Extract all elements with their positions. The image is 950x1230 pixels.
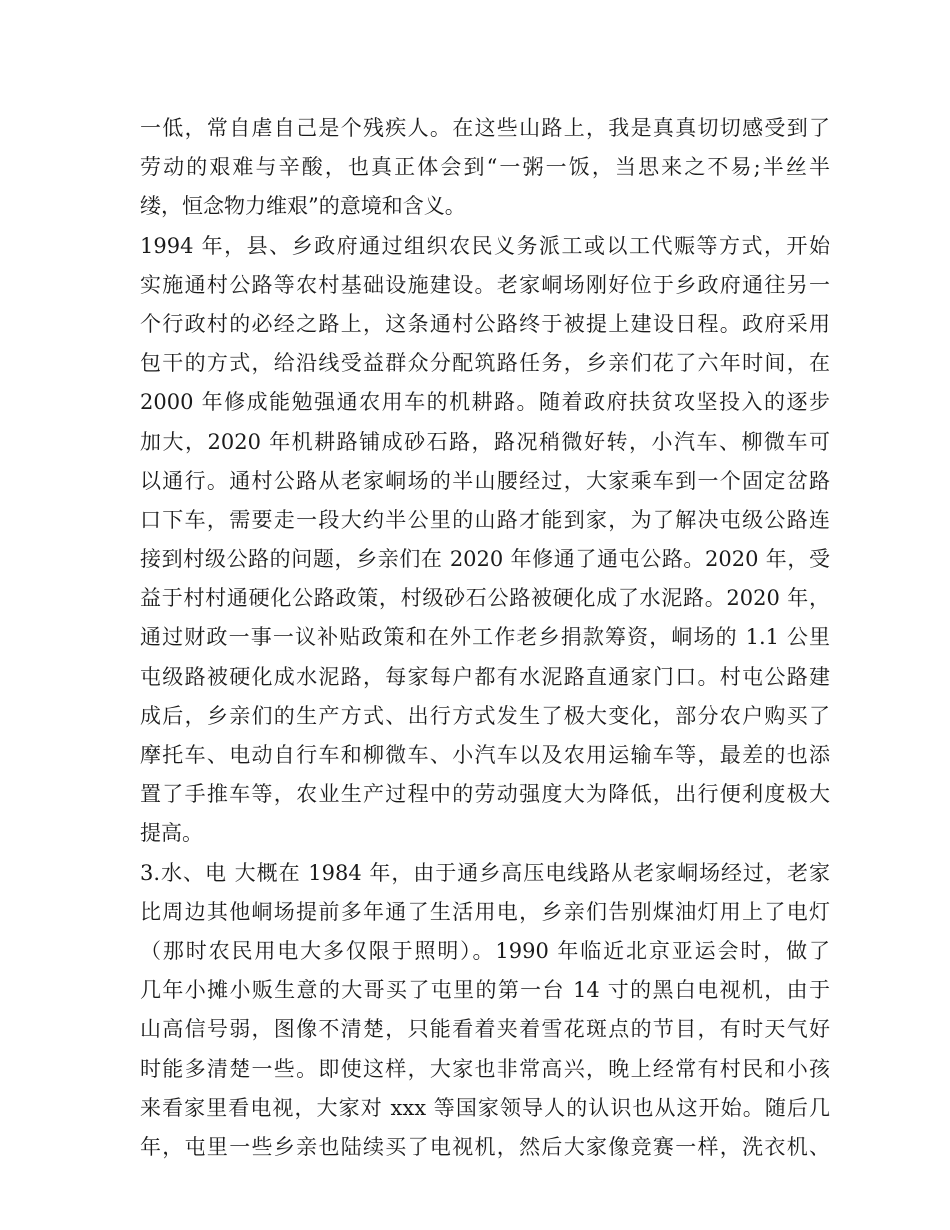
text-line: 益于村村通硬化公路政策，村级砂石公路被硬化成了水泥路。2020 年， xyxy=(140,586,830,611)
text-line: 比周边其他峒场提前多年通了生活用电，乡亲们告别煤油灯用上了电灯 xyxy=(140,899,830,924)
text-line: 实施通村公路等农村基础设施建设。老家峒场刚好位于乡政府通往另一 xyxy=(140,272,830,297)
text-line: 摩托车、电动自行车和柳微车、小汽车以及农用运输车等，最差的也添 xyxy=(140,743,830,767)
text-line: 屯级路被硬化成水泥路，每家每户都有水泥路直通家门口。村屯公路建 xyxy=(140,664,830,689)
text-line: 几年小摊小贩生意的大哥买了屯里的第一台 14 寸的黑白电视机，由于 xyxy=(140,978,830,1003)
text-line: 包干的方式，给沿线受益群众分配筑路任务，乡亲们花了六年时间，在 xyxy=(140,351,830,376)
text-line: 年，屯里一些乡亲也陆续买了电视机，然后大家像竞赛一样，洗衣机、 xyxy=(140,1134,830,1159)
text-line: 个行政村的必经之路上，这条通村公路终于被提上建设日程。政府采用 xyxy=(140,311,830,336)
text-line: 成后，乡亲们的生产方式、出行方式发生了极大变化，部分农户购买了 xyxy=(140,703,830,728)
text-line: 劳动的艰难与辛酸，也真正体会到“一粥一饭，当思来之不易;半丝半 xyxy=(140,155,830,180)
text-line: 时能多清楚一些。即使这样，大家也非常高兴，晚上经常有村民和小孩 xyxy=(140,1056,830,1081)
text-line: 1994 年，县、乡政府通过组织农民义务派工或以工代赈等方式，开始 xyxy=(140,233,830,258)
text-line: 接到村级公路的问题，乡亲们在 2020 年修通了通屯公路。2020 年，受 xyxy=(140,547,830,572)
text-line: 山高信号弱，图像不清楚，只能看着夹着雪花斑点的节目，有时天气好 xyxy=(140,1017,830,1042)
text-line: （那时农民用电大多仅限于照明）。1990 年临近北京亚运会时，做了 xyxy=(140,938,830,963)
body-text xyxy=(140,109,830,1167)
text-line: 3.水、电 大概在 1984 年，由于通乡高压电线路从老家峒场经过，老家 xyxy=(140,860,830,885)
text-line: 以通行。通村公路从老家峒场的半山腰经过，大家乘车到一个固定岔路 xyxy=(140,468,830,493)
text-line: 来看家里看电视，大家对 xxx 等国家领导人的认识也从这开始。随后几 xyxy=(140,1095,830,1120)
text-line: 通过财政一事一议补贴政策和在外工作老乡捐款筹资，峒场的 1.1 公里 xyxy=(140,625,830,650)
text-line: 加大，2020 年机耕路铺成砂石路，路况稍微好转，小汽车、柳微车可 xyxy=(140,429,830,454)
text-line: 缕，恒念物力维艰”的意境和含义。 xyxy=(140,194,466,219)
text-line: 2000 年修成能勉强通农用车的机耕路。随着政府扶贫攻坚投入的逐步 xyxy=(140,390,830,415)
text-line: 置了手推车等，农业生产过程中的劳动强度大为降低，出行便利度极大 xyxy=(140,782,830,807)
text-line: 一低，常自虐自己是个残疾人。在这些山路上，我是真真切切感受到了 xyxy=(140,116,830,140)
text-line: 提高。 xyxy=(140,821,203,846)
text-line: 口下车，需要走一段大约半公里的山路才能到家，为了解决屯级公路连 xyxy=(140,507,830,532)
